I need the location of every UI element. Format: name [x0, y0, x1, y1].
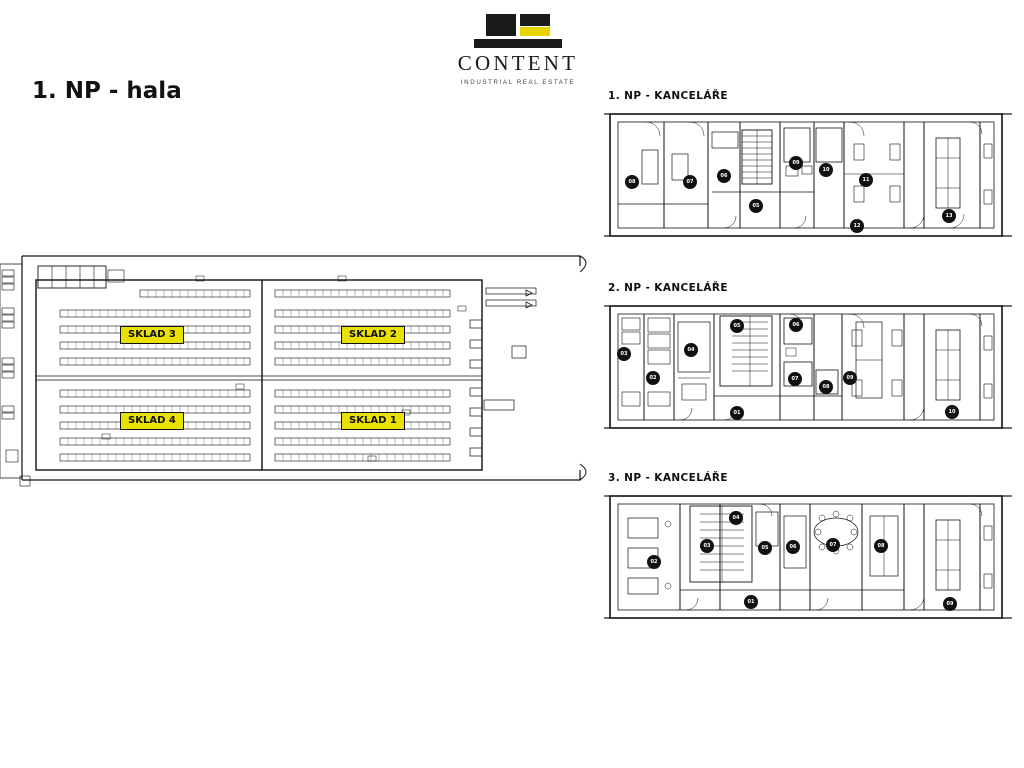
room-badge [749, 199, 763, 213]
svg-text:02: 02 [649, 375, 657, 381]
svg-text:09: 09 [946, 601, 954, 607]
room-badge [647, 555, 661, 569]
office-floorplan-2np [604, 300, 1014, 440]
room-badge [617, 347, 631, 361]
room-badge [646, 371, 660, 385]
svg-text:02: 02 [650, 559, 658, 565]
svg-text:07: 07 [791, 376, 799, 382]
svg-text:04: 04 [687, 347, 695, 353]
room-badges-2np [617, 318, 959, 420]
svg-text:06: 06 [792, 322, 800, 328]
room-badge [874, 539, 888, 553]
svg-text:08: 08 [822, 384, 830, 390]
section-title-2np: 2. NP - KANCELÁŘE [608, 282, 728, 294]
svg-text:12: 12 [853, 223, 861, 229]
logo-wordmark: CONTENT [457, 51, 579, 75]
room-badge [789, 156, 803, 170]
svg-text:10: 10 [948, 409, 956, 415]
section-title-3np: 3. NP - KANCELÁŘE [608, 472, 728, 484]
logo-tagline: INDUSTRIAL REAL ESTATE [460, 79, 576, 86]
content-logo [448, 14, 588, 86]
logo-block-yellow [520, 27, 550, 36]
room-badge [945, 405, 959, 419]
room-badge [786, 540, 800, 554]
room-badge [729, 511, 743, 525]
hall-floorplan [0, 228, 600, 508]
page-title: 1. NP - hala [32, 78, 182, 104]
office-floorplan-3np [604, 490, 1014, 630]
logo-bar [474, 39, 562, 48]
room-badges-1np [625, 156, 956, 233]
svg-text:05: 05 [761, 545, 769, 551]
office-floorplan-1np [604, 108, 1014, 248]
svg-text:08: 08 [628, 179, 636, 185]
svg-text:01: 01 [747, 599, 755, 605]
room-badge [789, 318, 803, 332]
svg-text:11: 11 [862, 177, 870, 183]
svg-text:08: 08 [877, 543, 885, 549]
svg-text:03: 03 [620, 351, 628, 357]
room-badge [744, 595, 758, 609]
svg-text:05: 05 [733, 323, 741, 329]
logo-block-dark-left [486, 14, 516, 36]
room-badge [826, 538, 840, 552]
room-badge [700, 539, 714, 553]
svg-text:09: 09 [846, 375, 854, 381]
room-badge [683, 175, 697, 189]
warehouse-label-sklad-3: SKLAD 3 [120, 326, 184, 344]
svg-text:10: 10 [822, 167, 830, 173]
svg-text:05: 05 [752, 203, 760, 209]
room-badge [788, 372, 802, 386]
svg-text:09: 09 [792, 160, 800, 166]
logo-block-dark-right [520, 14, 550, 26]
room-badge [819, 163, 833, 177]
svg-text:01: 01 [733, 410, 741, 416]
room-badge [859, 173, 873, 187]
warehouse-label-sklad-4: SKLAD 4 [120, 412, 184, 430]
room-badge [684, 343, 698, 357]
section-title-1np: 1. NP - KANCELÁŘE [608, 90, 728, 102]
svg-text:07: 07 [686, 179, 694, 185]
room-badge [717, 169, 731, 183]
warehouse-label-sklad-2: SKLAD 2 [341, 326, 405, 344]
svg-text:07: 07 [829, 542, 837, 548]
room-badge [843, 371, 857, 385]
room-badge [850, 219, 864, 233]
svg-text:04: 04 [732, 515, 740, 521]
logo-mark [464, 14, 572, 48]
room-badge [819, 380, 833, 394]
room-badge [943, 597, 957, 611]
room-badge [758, 541, 772, 555]
warehouse-label-sklad-1: SKLAD 1 [341, 412, 405, 430]
room-badges-3np [647, 511, 957, 611]
room-badge [730, 406, 744, 420]
svg-text:06: 06 [720, 173, 728, 179]
svg-text:03: 03 [703, 543, 711, 549]
room-badge [730, 319, 744, 333]
svg-text:06: 06 [789, 544, 797, 550]
svg-text:13: 13 [945, 213, 953, 219]
room-badge [625, 175, 639, 189]
room-badge [942, 209, 956, 223]
